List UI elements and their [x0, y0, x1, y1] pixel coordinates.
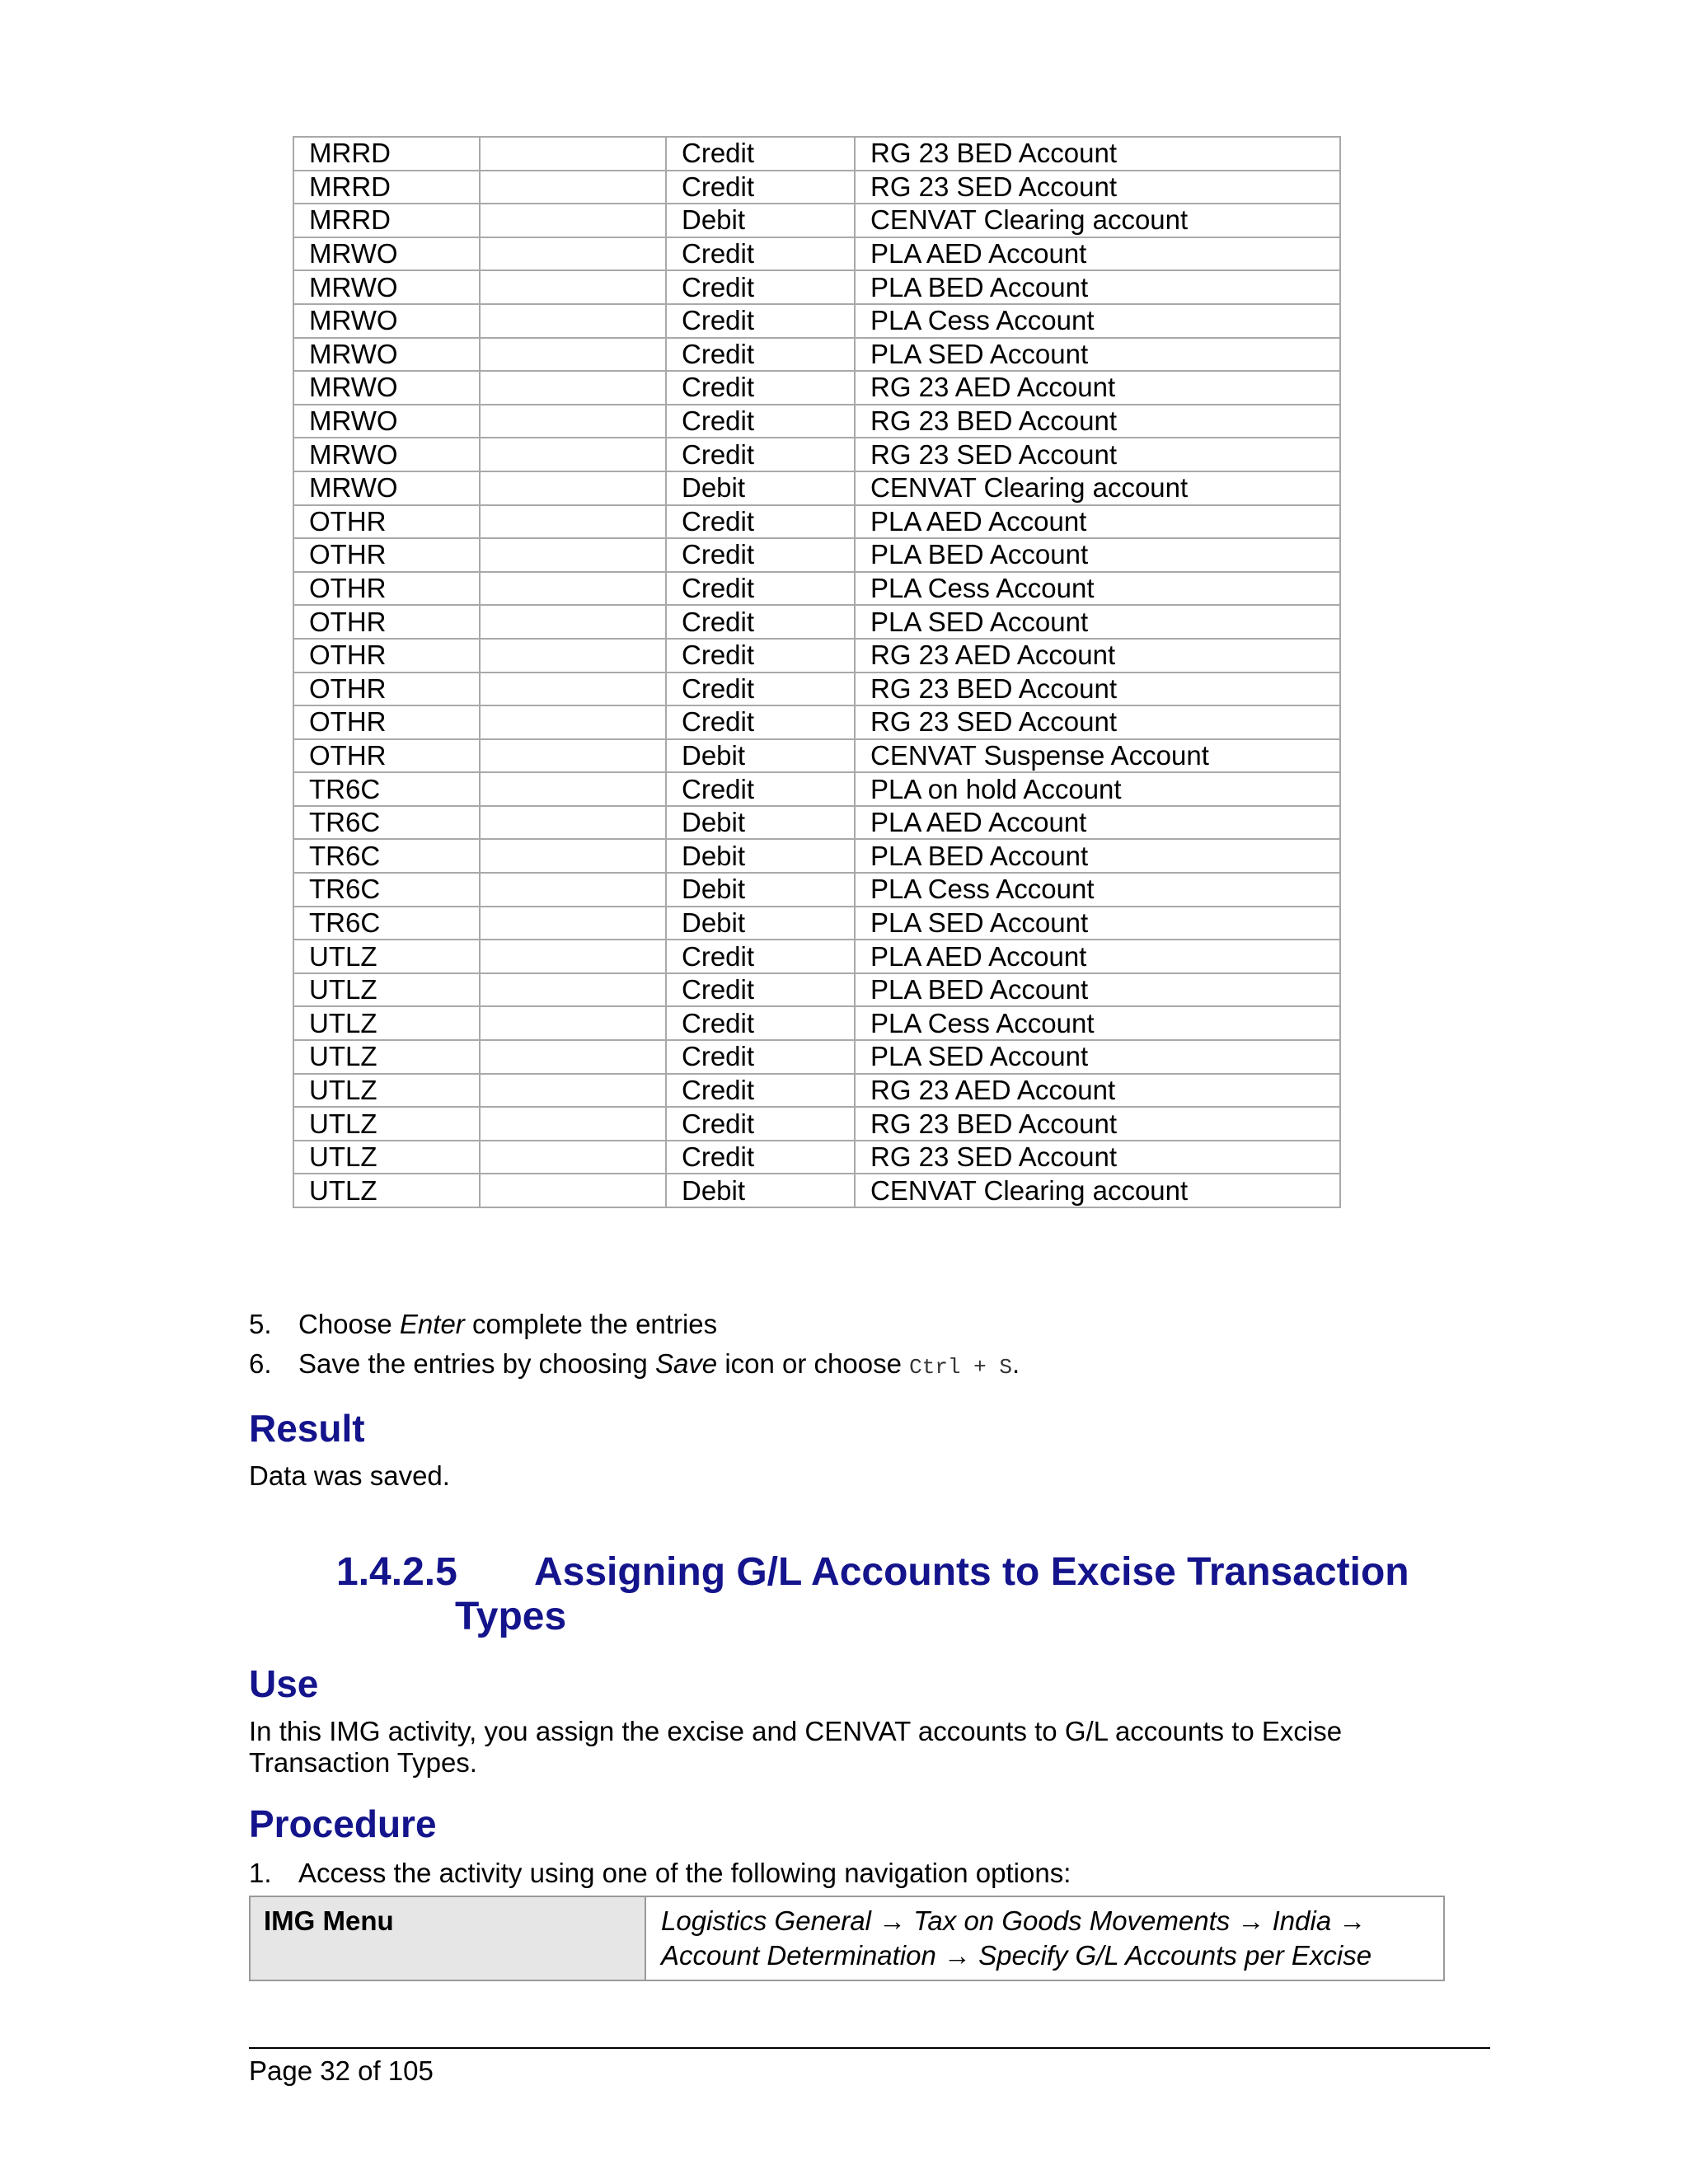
step-emphasis: Enter — [399, 1309, 465, 1339]
table-row — [293, 237, 1340, 271]
table-row — [293, 338, 1340, 372]
table-row — [293, 605, 1340, 639]
blank-cell — [480, 204, 666, 237]
table-row — [293, 270, 1340, 304]
use-text: In this IMG activity, you assign the excise and CENVAT accounts to G/L accounts to Excise Transaction Types. — [249, 1716, 1343, 1778]
blank-cell — [480, 438, 666, 471]
table-row — [293, 772, 1340, 806]
transaction-type-cell: OTHR — [293, 639, 480, 673]
account-name-cell: RG 23 BED Account — [855, 673, 1340, 706]
table-row — [293, 538, 1340, 572]
debit-credit-cell: Credit — [666, 338, 855, 372]
account-name-cell: RG 23 SED Account — [855, 438, 1340, 471]
debit-credit-cell: Credit — [666, 505, 855, 539]
table-row — [293, 438, 1340, 471]
blank-cell — [480, 270, 666, 304]
account-name-cell: PLA Cess Account — [855, 1006, 1340, 1040]
table-row — [293, 1107, 1340, 1141]
section-number: 1.4.2.5 — [336, 1550, 457, 1594]
table-row — [293, 1006, 1340, 1040]
account-name-cell: PLA BED Account — [855, 839, 1340, 873]
account-name-cell: RG 23 AED Account — [855, 639, 1340, 673]
table-row — [293, 505, 1340, 539]
debit-credit-cell: Credit — [666, 572, 855, 606]
navigation-table — [249, 1896, 1445, 1981]
transaction-type-cell: OTHR — [293, 538, 480, 572]
debit-credit-cell: Credit — [666, 705, 855, 739]
debit-credit-cell: Credit — [666, 605, 855, 639]
debit-credit-cell: Credit — [666, 304, 855, 338]
blank-cell — [480, 338, 666, 372]
account-name-cell: PLA BED Account — [855, 973, 1340, 1007]
blank-cell — [480, 705, 666, 739]
blank-cell — [480, 839, 666, 873]
debit-credit-cell: Credit — [666, 940, 855, 973]
debit-credit-cell: Credit — [666, 1040, 855, 1074]
table-row — [293, 471, 1340, 505]
account-name-cell: PLA AED Account — [855, 940, 1340, 973]
transaction-type-cell: TR6C — [293, 873, 480, 907]
account-name-cell: PLA AED Account — [855, 505, 1340, 539]
blank-cell — [480, 1040, 666, 1074]
navigation-path-line2: Account Determination → Specify G/L Accounts per Excise — [661, 1940, 1372, 1971]
step-5 — [249, 1309, 717, 1340]
table-row — [293, 137, 1340, 171]
debit-credit-cell: Credit — [666, 1141, 855, 1174]
transaction-type-cell: MRWO — [293, 304, 480, 338]
transaction-type-cell: OTHR — [293, 505, 480, 539]
account-name-cell: PLA BED Account — [855, 538, 1340, 572]
transaction-type-cell: UTLZ — [293, 1074, 480, 1108]
debit-credit-cell: Credit — [666, 673, 855, 706]
account-name-cell: RG 23 AED Account — [855, 1074, 1340, 1108]
blank-cell — [480, 505, 666, 539]
debit-credit-cell: Credit — [666, 171, 855, 204]
account-name-cell: RG 23 BED Account — [855, 1107, 1340, 1141]
debit-credit-cell: Credit — [666, 772, 855, 806]
blank-cell — [480, 237, 666, 271]
account-name-cell: PLA AED Account — [855, 806, 1340, 840]
table-row — [293, 171, 1340, 204]
account-name-cell: CENVAT Clearing account — [855, 471, 1340, 505]
account-name-cell: PLA Cess Account — [855, 873, 1340, 907]
blank-cell — [480, 1174, 666, 1207]
blank-cell — [480, 940, 666, 973]
account-name-cell: RG 23 SED Account — [855, 705, 1340, 739]
step-6 — [249, 1348, 1020, 1380]
account-name-cell: RG 23 BED Account — [855, 137, 1340, 171]
table-row — [293, 839, 1340, 873]
account-name-cell: RG 23 AED Account — [855, 371, 1340, 405]
table-row — [293, 739, 1340, 773]
debit-credit-cell: Credit — [666, 1107, 855, 1141]
blank-cell — [480, 605, 666, 639]
debit-credit-cell: Credit — [666, 270, 855, 304]
keyboard-shortcut: Ctrl + S — [909, 1355, 1012, 1380]
transaction-type-cell: UTLZ — [293, 940, 480, 973]
account-name-cell: PLA SED Account — [855, 338, 1340, 372]
blank-cell — [480, 639, 666, 673]
excise-account-table — [293, 136, 1341, 1208]
table-row — [293, 1040, 1340, 1074]
account-name-cell: PLA SED Account — [855, 1040, 1340, 1074]
blank-cell — [480, 1074, 666, 1108]
debit-credit-cell: Credit — [666, 1006, 855, 1040]
blank-cell — [480, 1141, 666, 1174]
transaction-type-cell: OTHR — [293, 572, 480, 606]
step-number: 6. — [249, 1348, 272, 1379]
step-text: Access the activity using one of the following navigation options: — [298, 1858, 1071, 1888]
debit-credit-cell: Credit — [666, 1074, 855, 1108]
step-number: 5. — [249, 1309, 272, 1339]
procedure-heading: Procedure — [249, 1802, 437, 1845]
result-heading: Result — [249, 1407, 365, 1450]
table-row — [293, 1141, 1340, 1174]
navigation-path — [645, 1896, 1444, 1980]
navigation-path-line1: Logistics General → Tax on Goods Movements → India → — [661, 1905, 1367, 1936]
debit-credit-cell: Credit — [666, 538, 855, 572]
debit-credit-cell: Debit — [666, 1174, 855, 1207]
step-text: . — [1011, 1348, 1020, 1379]
account-name-cell: CENVAT Clearing account — [855, 1174, 1340, 1207]
debit-credit-cell: Credit — [666, 237, 855, 271]
blank-cell — [480, 772, 666, 806]
table-row — [293, 1074, 1340, 1108]
result-text: Data was saved. — [249, 1460, 450, 1491]
blank-cell — [480, 405, 666, 438]
account-name-cell: PLA Cess Account — [855, 304, 1340, 338]
table-row — [293, 973, 1340, 1007]
table-row — [293, 371, 1340, 405]
section-title-line2: Types — [455, 1595, 567, 1638]
account-name-cell: RG 23 BED Account — [855, 405, 1340, 438]
transaction-type-cell: TR6C — [293, 907, 480, 940]
blank-cell — [480, 1107, 666, 1141]
navigation-row — [250, 1896, 1444, 1980]
account-name-cell: PLA SED Account — [855, 907, 1340, 940]
account-name-cell: CENVAT Clearing account — [855, 204, 1340, 237]
debit-credit-cell: Debit — [666, 739, 855, 773]
transaction-type-cell: UTLZ — [293, 973, 480, 1007]
transaction-type-cell: MRWO — [293, 237, 480, 271]
table-row — [293, 907, 1340, 940]
blank-cell — [480, 806, 666, 840]
debit-credit-cell: Credit — [666, 371, 855, 405]
debit-credit-cell: Debit — [666, 873, 855, 907]
transaction-type-cell: UTLZ — [293, 1141, 480, 1174]
blank-cell — [480, 739, 666, 773]
account-name-cell: RG 23 SED Account — [855, 171, 1340, 204]
blank-cell — [480, 137, 666, 171]
debit-credit-cell: Credit — [666, 438, 855, 471]
step-number: 1. — [249, 1858, 272, 1888]
debit-credit-cell: Debit — [666, 204, 855, 237]
excise-account-table-body — [293, 137, 1340, 1207]
blank-cell — [480, 572, 666, 606]
transaction-type-cell: UTLZ — [293, 1040, 480, 1074]
table-row — [293, 204, 1340, 237]
table-row — [293, 304, 1340, 338]
debit-credit-cell: Debit — [666, 839, 855, 873]
blank-cell — [480, 171, 666, 204]
step-text: Choose — [298, 1309, 400, 1339]
account-name-cell: CENVAT Suspense Account — [855, 739, 1340, 773]
debit-credit-cell: Debit — [666, 471, 855, 505]
step-emphasis: Save — [654, 1348, 718, 1379]
transaction-type-cell: MRRD — [293, 171, 480, 204]
blank-cell — [480, 371, 666, 405]
transaction-type-cell: MRWO — [293, 371, 480, 405]
step-text: icon or choose — [717, 1348, 910, 1379]
transaction-type-cell: UTLZ — [293, 1006, 480, 1040]
transaction-type-cell: MRRD — [293, 137, 480, 171]
blank-cell — [480, 673, 666, 706]
debit-credit-cell: Credit — [666, 639, 855, 673]
blank-cell — [480, 1006, 666, 1040]
blank-cell — [480, 973, 666, 1007]
table-row — [293, 405, 1340, 438]
debit-credit-cell: Credit — [666, 137, 855, 171]
use-heading: Use — [249, 1662, 319, 1705]
procedure-step-1 — [249, 1858, 1071, 1889]
account-name-cell: PLA BED Account — [855, 270, 1340, 304]
footer-divider — [249, 2047, 1490, 2049]
blank-cell — [480, 304, 666, 338]
blank-cell — [480, 873, 666, 907]
account-name-cell: PLA Cess Account — [855, 572, 1340, 606]
transaction-type-cell: UTLZ — [293, 1174, 480, 1207]
transaction-type-cell: OTHR — [293, 605, 480, 639]
table-row — [293, 806, 1340, 840]
transaction-type-cell: OTHR — [293, 705, 480, 739]
debit-credit-cell: Credit — [666, 973, 855, 1007]
transaction-type-cell: MRWO — [293, 270, 480, 304]
transaction-type-cell: TR6C — [293, 772, 480, 806]
table-row — [293, 873, 1340, 907]
account-name-cell: PLA SED Account — [855, 605, 1340, 639]
table-row — [293, 940, 1340, 973]
transaction-type-cell: MRWO — [293, 338, 480, 372]
transaction-type-cell: MRWO — [293, 471, 480, 505]
transaction-type-cell: TR6C — [293, 839, 480, 873]
blank-cell — [480, 907, 666, 940]
blank-cell — [480, 538, 666, 572]
blank-cell — [480, 471, 666, 505]
debit-credit-cell: Debit — [666, 907, 855, 940]
step-text: Save the entries by choosing — [298, 1348, 655, 1379]
transaction-type-cell: MRRD — [293, 204, 480, 237]
table-row — [293, 673, 1340, 706]
account-name-cell: RG 23 SED Account — [855, 1141, 1340, 1174]
account-name-cell: PLA on hold Account — [855, 772, 1340, 806]
table-row — [293, 639, 1340, 673]
section-title-line1: Assigning G/L Accounts to Excise Transaction — [534, 1550, 1409, 1594]
table-row — [293, 705, 1340, 739]
transaction-type-cell: UTLZ — [293, 1107, 480, 1141]
page-number: Page 32 of 105 — [249, 2055, 434, 2086]
account-name-cell: PLA AED Account — [855, 237, 1340, 271]
transaction-type-cell: OTHR — [293, 673, 480, 706]
step-text: complete the entries — [464, 1309, 718, 1339]
debit-credit-cell: Credit — [666, 405, 855, 438]
transaction-type-cell: OTHR — [293, 739, 480, 773]
table-row — [293, 1174, 1340, 1207]
transaction-type-cell: TR6C — [293, 806, 480, 840]
debit-credit-cell: Debit — [666, 806, 855, 840]
navigation-label: IMG Menu — [250, 1896, 645, 1980]
transaction-type-cell: MRWO — [293, 438, 480, 471]
table-row — [293, 572, 1340, 606]
transaction-type-cell: MRWO — [293, 405, 480, 438]
